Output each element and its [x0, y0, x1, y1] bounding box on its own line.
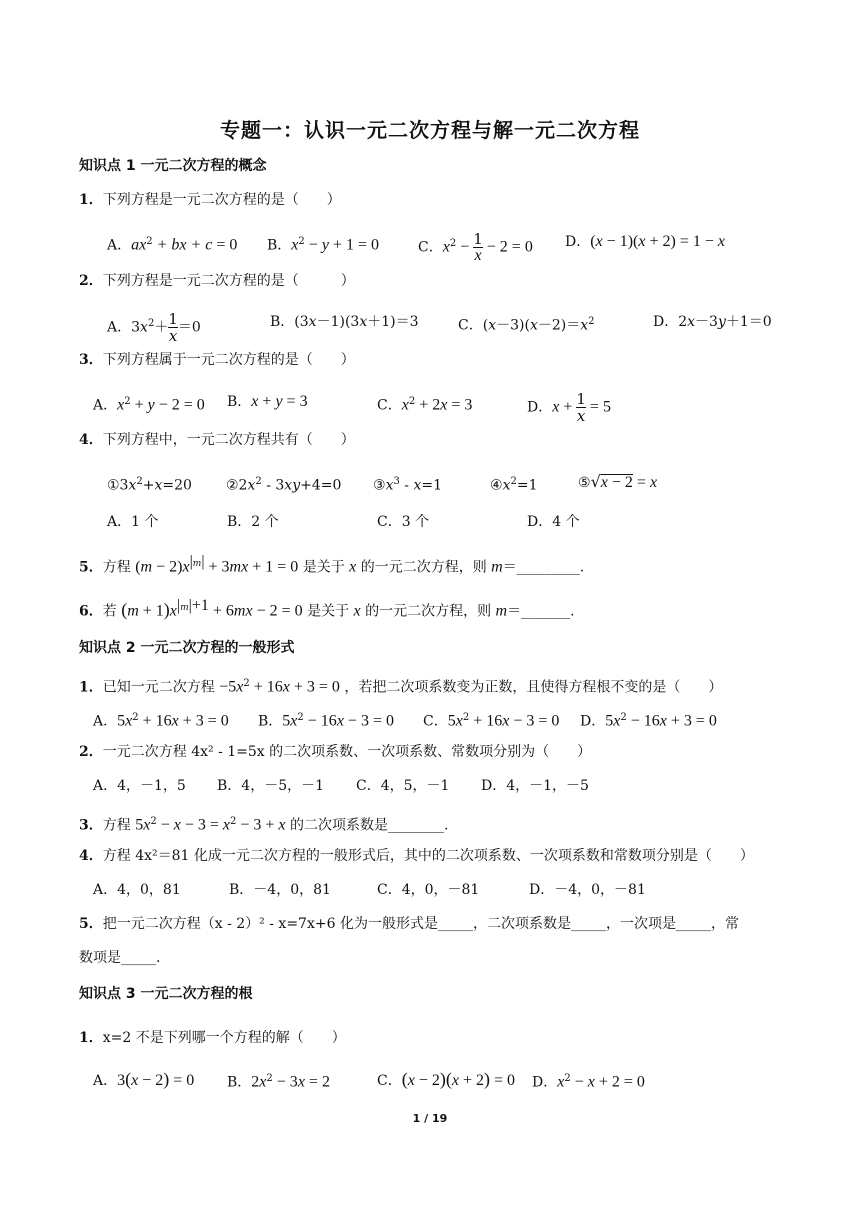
section-heading: 知识点 2 一元二次方程的一般形式 — [79, 640, 295, 656]
question-text: 下列方程是一元二次方程的是（ ） — [102, 273, 355, 289]
section-heading: 知识点 3 一元二次方程的根 — [79, 986, 253, 1002]
page-number: 1 / 19 — [412, 1112, 448, 1125]
question-text: 一元二次方程 4x² - 1=5x 的二次项系数、一次项系数、常数项分别为（ ） — [102, 744, 592, 760]
question — [79, 742, 591, 762]
option-c: C．4，0，－81 — [377, 882, 480, 898]
question-text: 方程 4x²＝81 化成一元二次方程的一般形式后，其中的二次项系数、一次项系数和常数项分别是（ ） — [102, 848, 754, 864]
equation-item: $②2x^2 - 3xy+4=0$ — [226, 476, 342, 494]
question: 3．方程 $5x^2 - x - 3 = x^2 - 3 + x$ 的二次项系数是________. — [79, 816, 449, 834]
option-b: B．$5x^2 - 16x - 3 = 0$ — [258, 712, 394, 730]
option-c: C．$x^2 + 2x = 3$ — [377, 396, 473, 414]
option-d: D．－4，0，－81 — [529, 882, 646, 898]
equation-item: $④x^2=1$ — [490, 476, 538, 494]
option-a: A．$x^2 + y - 2 = 0$ — [93, 396, 205, 414]
option-a: A．4，0，81 — [93, 882, 181, 898]
option-b: B．$2x^2 - 3x = 2$ — [227, 1073, 330, 1091]
option-d: D．4，－1，－5 — [481, 778, 589, 794]
question-number: 2． — [79, 273, 103, 289]
option-a: A．$5x^2 + 16x + 3 = 0$ — [93, 712, 229, 730]
question-number: 5． — [79, 916, 103, 932]
question-text: 下列方程是一元二次方程的是（ ） — [102, 192, 341, 208]
option-b: B．$x^2 - y + 1 = 0$ — [267, 236, 379, 254]
option-b: B．2 个 — [227, 514, 279, 530]
option-c: C．(x − 2)(x + 2) = 0 — [377, 1069, 516, 1089]
question: 6．若 $(m + 1)x^{|m|+1} + 6mx - 2 = 0$ 是关于 x 的一元二次方程，则 m＝_______. — [79, 597, 575, 620]
section-heading: 知识点 1 一元二次方程的概念 — [79, 158, 267, 174]
option-c: C．3 个 — [377, 514, 430, 530]
question-continuation: 数项是_____. — [79, 950, 161, 966]
option-d: D．$5x^2 - 16x + 3 = 0$ — [580, 712, 717, 730]
question — [79, 1028, 346, 1048]
question-number: 2． — [79, 744, 103, 760]
question-text: 下列方程中，一元二次方程共有（ ） — [102, 432, 355, 448]
option-b: B．－4，0，81 — [229, 882, 331, 898]
question-number: 1． — [79, 192, 103, 208]
question — [79, 430, 355, 450]
question: 5．方程 $(m - 2)x^{|m|} + 3mx + 1 = 0$ 是关于 x 的一元二次方程，则 m＝_________. — [79, 553, 585, 576]
option-d: D．4 个 — [527, 514, 580, 530]
option-a: A．$ax^2$ + bx + c = 0 — [107, 236, 238, 254]
question-text: 把一元二次方程（x - 2）² - x=7x+6 化为一般形式是_____，二次项系数是_____，一次项是_____，常 — [102, 916, 739, 932]
option-c: C．$x^2$ − $\frac{1}{x}$ − 2 = 0 — [418, 230, 533, 264]
option-d: D．2x－3y＋1＝0 — [653, 314, 772, 330]
question — [79, 846, 754, 866]
option-b: B．(3x－1)(3x＋1)＝3 — [270, 314, 419, 330]
question — [79, 350, 355, 370]
equation-item: $①3x^2+x=20$ — [107, 476, 192, 494]
option-b: B．4，－5，－1 — [217, 778, 325, 794]
option-a: A．$3x^2+$ $\frac{1}{x}$ ＝0 — [107, 310, 201, 345]
question-text: 下列方程属于一元二次方程的是（ ） — [102, 352, 355, 368]
question-number: 1． — [79, 1030, 103, 1046]
question — [79, 271, 355, 291]
option-a: A．1 个 — [107, 514, 159, 530]
question-number: 4． — [79, 432, 103, 448]
question — [79, 190, 341, 210]
equation-item: ⑤√x − 2 = x — [578, 472, 658, 491]
option-d: D．x + $\frac{1}{x}$ = 5 — [527, 390, 611, 425]
option-a: A．3(x − 2) = 0 — [93, 1069, 195, 1089]
option-c: C．$5x^2 + 16x - 3 = 0$ — [423, 712, 560, 730]
page-title: 专题一：认识一元二次方程与解一元二次方程 — [220, 118, 640, 142]
question-text: x=2 不是下列哪一个方程的解（ ） — [102, 1030, 346, 1046]
option-b: B．x + y = 3 — [227, 393, 308, 410]
option-d: D．$x^2 - x + 2 = 0$ — [532, 1073, 645, 1091]
question-number: 4． — [79, 848, 103, 864]
option-c: C．4，5，－1 — [356, 778, 450, 794]
question: 1．已知一元二次方程 $-5x^2 + 16x + 3 = 0$ ，若把二次项系数变为正数，且使得方程根不变的是（ ） — [79, 678, 723, 696]
option-c: C．$(x-3)(x-2)=x^2$ — [458, 316, 595, 334]
option-a: A．4，－1，5 — [93, 778, 186, 794]
option-d: D．(x − 1)(x + 2) = 1 − x — [565, 233, 725, 250]
question — [79, 914, 739, 934]
equation-item: $③x^3 - x=1$ — [373, 476, 443, 494]
question-number: 3． — [79, 352, 103, 368]
